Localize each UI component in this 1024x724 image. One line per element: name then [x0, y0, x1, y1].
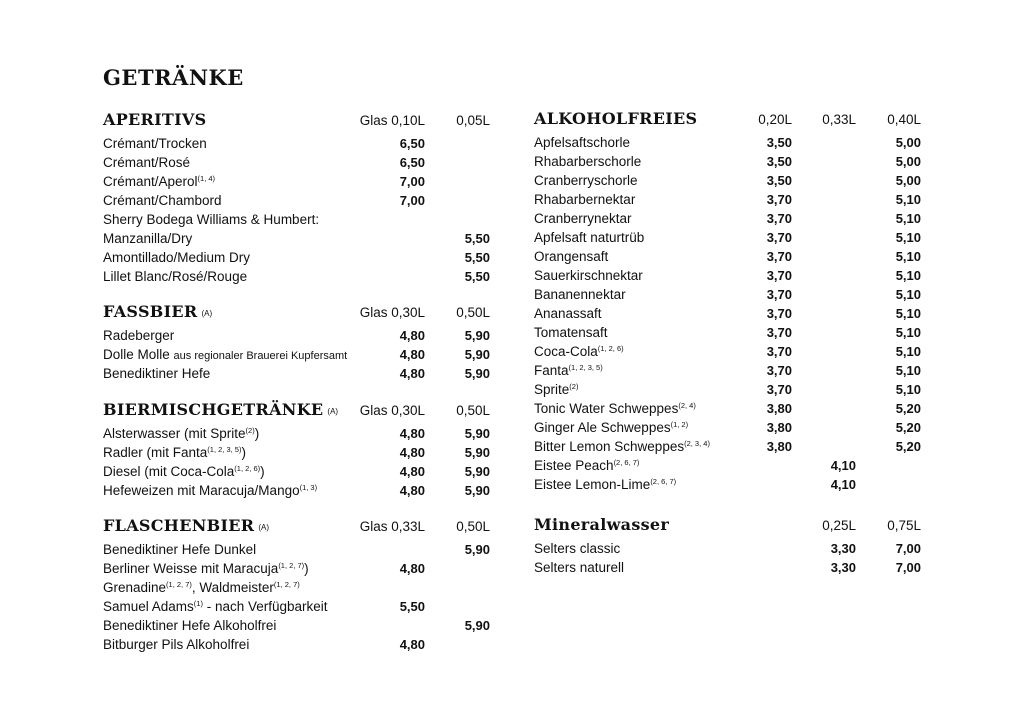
item-list	[103, 540, 493, 654]
menu-row	[103, 134, 493, 153]
column-header-glas: Glas 0,30L	[359, 403, 425, 418]
price-v2: 5,50	[464, 250, 490, 265]
price-v3: 5,10	[895, 230, 921, 245]
allergen-note: (1, 2)	[670, 420, 689, 429]
menu-row	[534, 285, 924, 304]
item-name	[534, 304, 602, 323]
menu-row	[534, 539, 924, 558]
item-name-text: Crémant/Rosé	[103, 155, 191, 170]
menu-row	[534, 361, 924, 380]
menu-row	[103, 559, 493, 578]
price-v3: 5,00	[895, 173, 921, 188]
menu-row	[103, 248, 493, 267]
allergen-note: (2, 3, 4)	[684, 439, 710, 448]
price-v1: 6,50	[399, 155, 425, 170]
item-name	[103, 229, 192, 248]
price-v2: 5,90	[464, 426, 490, 441]
item-name	[103, 134, 207, 153]
section-title-text: BIERMISCHGETRÄNKE	[103, 400, 324, 419]
item-name	[103, 443, 246, 462]
menu-row	[534, 399, 924, 418]
price-v3: 5,10	[895, 249, 921, 264]
price-v3: 5,20	[895, 420, 921, 435]
menu-row	[103, 462, 493, 481]
item-name-text: Bitburger Pils Alkoholfrei	[103, 637, 250, 652]
item-name-text: Berliner Weisse mit Maracuja	[103, 561, 279, 576]
item-name	[534, 399, 696, 418]
item-name-text: Ananassaft	[534, 306, 602, 321]
section-header	[534, 108, 924, 132]
item-name	[103, 172, 215, 191]
item-name	[103, 153, 190, 172]
item-name-text: Sherry Bodega Williams & Humbert:	[103, 212, 320, 227]
item-name-text: Amontillado/Medium Dry	[103, 250, 251, 265]
price-v1: 3,50	[766, 173, 792, 188]
price-v1: 3,30	[830, 560, 856, 575]
column-header-size: 0,50L	[456, 403, 490, 418]
allergen-note: (2)	[569, 382, 579, 391]
item-name-text: Fanta	[534, 363, 569, 378]
menu-row	[534, 323, 924, 342]
column-header-075: 0,75L	[887, 518, 921, 533]
allergen-tag: (A)	[258, 523, 270, 532]
item-name	[534, 190, 635, 209]
item-list	[534, 133, 924, 494]
allergen-note: (1, 2, 7)	[273, 580, 300, 589]
allergen-note: (1, 2, 7)	[166, 580, 192, 589]
menu-row	[103, 345, 493, 364]
item-name	[103, 597, 328, 616]
item-name-text: Eistee Peach	[534, 458, 614, 473]
price-v3: 5,10	[895, 287, 921, 302]
price-v1: 5,50	[399, 599, 425, 614]
price-v2: 5,50	[464, 269, 490, 284]
section-alkoholfreies	[534, 108, 924, 494]
item-name	[103, 462, 265, 481]
price-v1: 4,80	[399, 347, 425, 362]
item-name-text: Diesel (mit Coca-Cola	[103, 464, 235, 479]
menu-row	[103, 424, 493, 443]
item-name-text: Orangensaft	[534, 249, 609, 264]
price-v1: 3,50	[766, 154, 792, 169]
menu-row	[534, 475, 924, 494]
price-v2: 5,50	[464, 231, 490, 246]
column-header-040: 0,40L	[887, 112, 921, 127]
column-header-020: 0,20L	[758, 112, 792, 127]
item-name-text: Selters naturell	[534, 560, 625, 575]
item-list	[103, 424, 493, 500]
menu-row	[534, 209, 924, 228]
menu-row	[103, 191, 493, 210]
allergen-note: (2, 6, 7)	[613, 458, 640, 467]
menu-row	[103, 597, 493, 616]
item-name	[534, 285, 626, 304]
menu-row	[103, 172, 493, 191]
item-name-text: Hefeweizen mit Maracuja/Mango	[103, 483, 300, 498]
item-name	[103, 424, 259, 443]
item-name-text: Benediktiner Hefe Alkoholfrei	[103, 618, 277, 633]
section-title: Mineralwasser	[534, 515, 670, 534]
price-v3: 5,00	[895, 154, 921, 169]
price-v1: 4,80	[399, 483, 425, 498]
item-name-text: Ginger Ale Schweppes	[534, 420, 671, 435]
item-name	[103, 326, 174, 345]
item-name	[534, 152, 641, 171]
item-origin-note: aus regionaler Brauerei Kupfersamt	[173, 350, 348, 362]
menu-row	[534, 247, 924, 266]
allergen-tag: (A)	[201, 309, 213, 318]
item-name	[534, 171, 638, 190]
column-header-glas: Glas 0,10L	[359, 113, 425, 128]
column-header-glas: Glas 0,33L	[359, 519, 425, 534]
section-title: APERITIVS	[103, 110, 207, 129]
item-name	[534, 228, 644, 247]
menu-row	[534, 228, 924, 247]
column-header-025: 0,25L	[822, 518, 856, 533]
price-v2: 5,90	[464, 445, 490, 460]
price-v3: 5,10	[895, 363, 921, 378]
menu-row	[534, 456, 924, 475]
item-list	[103, 134, 493, 286]
item-name	[534, 247, 608, 266]
item-name-text: Lillet Blanc/Rosé/Rouge	[103, 269, 248, 284]
item-name-text: Crémant/Chambord	[103, 193, 222, 208]
price-v1: 3,70	[766, 287, 792, 302]
allergen-note: (1, 2, 6)	[597, 344, 624, 353]
item-name-text: Apfelsaftschorle	[534, 135, 631, 150]
price-v2: 7,00	[895, 541, 921, 556]
menu-row	[534, 380, 924, 399]
allergen-note: (2, 4)	[678, 401, 696, 410]
section-biermischgetraenke	[103, 399, 493, 500]
section-mineralwasser	[534, 514, 924, 577]
section-title	[103, 301, 212, 325]
allergen-note: (1, 2, 3, 5)	[568, 363, 603, 372]
column-header-size: 0,05L	[456, 113, 490, 128]
item-name-text: Cranberryschorle	[534, 173, 638, 188]
item-name-text: Radeberger	[103, 328, 175, 343]
item-name-text: Crémant/Aperol	[103, 174, 198, 189]
price-v2: 5,90	[464, 542, 490, 557]
item-name-text: Cranberrynektar	[534, 211, 632, 226]
price-v1: 4,80	[399, 328, 425, 343]
price-v1: 7,00	[399, 174, 425, 189]
menu-row	[103, 635, 493, 654]
item-name-text: Sprite	[534, 382, 570, 397]
price-v3: 5,20	[895, 439, 921, 454]
item-name	[103, 210, 319, 229]
section-fassbier	[103, 301, 493, 383]
allergen-note: (2)	[245, 426, 255, 435]
price-v1: 3,70	[766, 249, 792, 264]
price-v2: 7,00	[895, 560, 921, 575]
price-v1: 3,80	[766, 420, 792, 435]
item-name-suffix: , Waldmeister	[191, 580, 274, 595]
item-name	[534, 456, 639, 475]
item-name	[534, 418, 688, 437]
item-name	[103, 559, 309, 578]
price-v1: 3,70	[766, 192, 792, 207]
section-header	[103, 109, 493, 133]
item-name-suffix: )	[254, 426, 260, 441]
page-title: GETRÄNKE	[103, 65, 244, 90]
price-v1: 4,80	[399, 464, 425, 479]
menu-row	[103, 153, 493, 172]
item-name	[534, 539, 620, 558]
price-v1: 4,80	[399, 637, 425, 652]
price-v1: 4,80	[399, 426, 425, 441]
allergen-note: (1, 2, 6)	[234, 464, 261, 473]
section-header	[103, 399, 493, 423]
allergen-note: (1)	[193, 599, 203, 608]
menu-row	[534, 437, 924, 456]
item-name-text: Rhabarberschorle	[534, 154, 642, 169]
menu-row	[103, 443, 493, 462]
menu-row	[534, 304, 924, 323]
price-v3: 5,10	[895, 325, 921, 340]
price-v1: 3,80	[766, 401, 792, 416]
price-v1: 4,80	[399, 366, 425, 381]
price-v1: 3,70	[766, 211, 792, 226]
column-header-size: 0,50L	[456, 305, 490, 320]
allergen-note: (1, 4)	[197, 174, 216, 183]
price-v1: 3,30	[830, 541, 856, 556]
section-header	[103, 515, 493, 539]
column-header-size: 0,50L	[456, 519, 490, 534]
price-v3: 5,20	[895, 401, 921, 416]
item-name	[103, 616, 276, 635]
section-aperitivs	[103, 109, 493, 286]
item-name-text: Alsterwasser (mit Sprite	[103, 426, 246, 441]
item-name-text: Grenadine	[103, 580, 167, 595]
price-v2: 5,90	[464, 618, 490, 633]
price-v2: 4,10	[830, 458, 856, 473]
menu-row	[534, 418, 924, 437]
section-title	[103, 515, 269, 539]
item-name	[534, 437, 710, 456]
item-list	[534, 539, 924, 577]
price-v1: 6,50	[399, 136, 425, 151]
section-title	[103, 399, 338, 423]
item-name-text: Manzanilla/Dry	[103, 231, 193, 246]
menu-row	[534, 152, 924, 171]
item-name-suffix: - nach Verfügbarkeit	[202, 599, 328, 614]
item-name-text: Benediktiner Hefe	[103, 366, 211, 381]
item-name	[103, 481, 317, 500]
price-v1: 3,70	[766, 230, 792, 245]
item-name	[534, 323, 608, 342]
item-name-text: Radler (mit Fanta	[103, 445, 208, 460]
price-v1: 4,80	[399, 445, 425, 460]
item-name-suffix: )	[304, 561, 309, 576]
item-name	[534, 475, 676, 494]
menu-row	[534, 266, 924, 285]
menu-row	[534, 558, 924, 577]
item-name-text: Benediktiner Hefe Dunkel	[103, 542, 257, 557]
item-name	[103, 578, 300, 597]
price-v3: 5,10	[895, 192, 921, 207]
price-v1: 3,70	[766, 344, 792, 359]
item-name-text: Tonic Water Schweppes	[534, 401, 679, 416]
price-v1: 4,80	[399, 561, 425, 576]
menu-row	[534, 171, 924, 190]
item-name-text: Coca-Cola	[534, 344, 598, 359]
item-name-text: Selters classic	[534, 541, 621, 556]
item-name	[534, 380, 578, 399]
allergen-note: (1, 3)	[299, 483, 318, 492]
menu-row	[103, 540, 493, 559]
item-name	[103, 248, 250, 267]
price-v2: 5,90	[464, 347, 490, 362]
item-name	[103, 364, 210, 383]
menu-row	[103, 229, 493, 248]
section-header	[534, 514, 924, 538]
price-v1: 3,70	[766, 268, 792, 283]
item-name	[103, 191, 222, 210]
column-header-033: 0,33L	[822, 112, 856, 127]
item-name-text: Tomatensaft	[534, 325, 608, 340]
item-name-text: Eistee Lemon-Lime	[534, 477, 651, 492]
menu-row	[103, 578, 493, 597]
price-v3: 5,10	[895, 268, 921, 283]
menu-row	[103, 267, 493, 286]
price-v3: 5,10	[895, 344, 921, 359]
price-v1: 3,70	[766, 325, 792, 340]
item-name	[534, 558, 624, 577]
price-v1: 3,70	[766, 363, 792, 378]
price-v1: 3,80	[766, 439, 792, 454]
menu-row	[534, 190, 924, 209]
menu-row	[103, 326, 493, 345]
section-flaschenbier	[103, 515, 493, 654]
item-name	[534, 133, 630, 152]
price-v1: 3,70	[766, 382, 792, 397]
item-name	[103, 267, 247, 286]
price-v2: 5,90	[464, 366, 490, 381]
item-name	[103, 540, 256, 559]
section-header	[103, 301, 493, 325]
item-name-text: Bitter Lemon Schweppes	[534, 439, 685, 454]
item-name-text: Crémant/Trocken	[103, 136, 207, 151]
allergen-note: (2, 6, 7)	[650, 477, 677, 486]
price-v1: 3,70	[766, 306, 792, 321]
item-name	[534, 361, 603, 380]
price-v2: 5,90	[464, 464, 490, 479]
item-name	[534, 342, 624, 361]
price-v2: 4,10	[830, 477, 856, 492]
item-name-text: Dolle Molle	[103, 347, 170, 362]
item-name	[103, 635, 249, 654]
menu-row	[103, 616, 493, 635]
section-title-text: FLASCHENBIER	[103, 516, 255, 535]
price-v2: 5,90	[464, 328, 490, 343]
menu-row	[103, 210, 493, 229]
price-v3: 5,10	[895, 211, 921, 226]
allergen-note: (1, 2, 3, 5)	[207, 445, 242, 454]
item-name	[534, 266, 643, 285]
menu-row	[103, 481, 493, 500]
item-name	[103, 345, 347, 366]
allergen-note: (1, 2, 7)	[278, 561, 305, 570]
price-v1: 7,00	[399, 193, 425, 208]
price-v3: 5,00	[895, 135, 921, 150]
item-name-text: Apfelsaft naturtrüb	[534, 230, 645, 245]
menu-row	[534, 133, 924, 152]
column-header-glas: Glas 0,30L	[359, 305, 425, 320]
section-title-text: FASSBIER	[103, 302, 198, 321]
menu-row	[534, 342, 924, 361]
price-v3: 5,10	[895, 306, 921, 321]
item-name-text: Sauerkirschnektar	[534, 268, 643, 283]
item-name-suffix: )	[241, 445, 246, 460]
item-name	[534, 209, 632, 228]
price-v1: 3,50	[766, 135, 792, 150]
price-v3: 5,10	[895, 382, 921, 397]
item-list	[103, 326, 493, 383]
menu-row	[103, 364, 493, 383]
allergen-tag: (A)	[327, 407, 339, 416]
section-title: ALKOHOLFREIES	[534, 109, 698, 128]
price-v2: 5,90	[464, 483, 490, 498]
item-name-text: Bananennektar	[534, 287, 626, 302]
item-name-text: Rhabarbernektar	[534, 192, 636, 207]
item-name-text: Samuel Adams	[103, 599, 194, 614]
item-name-suffix: )	[260, 464, 265, 479]
